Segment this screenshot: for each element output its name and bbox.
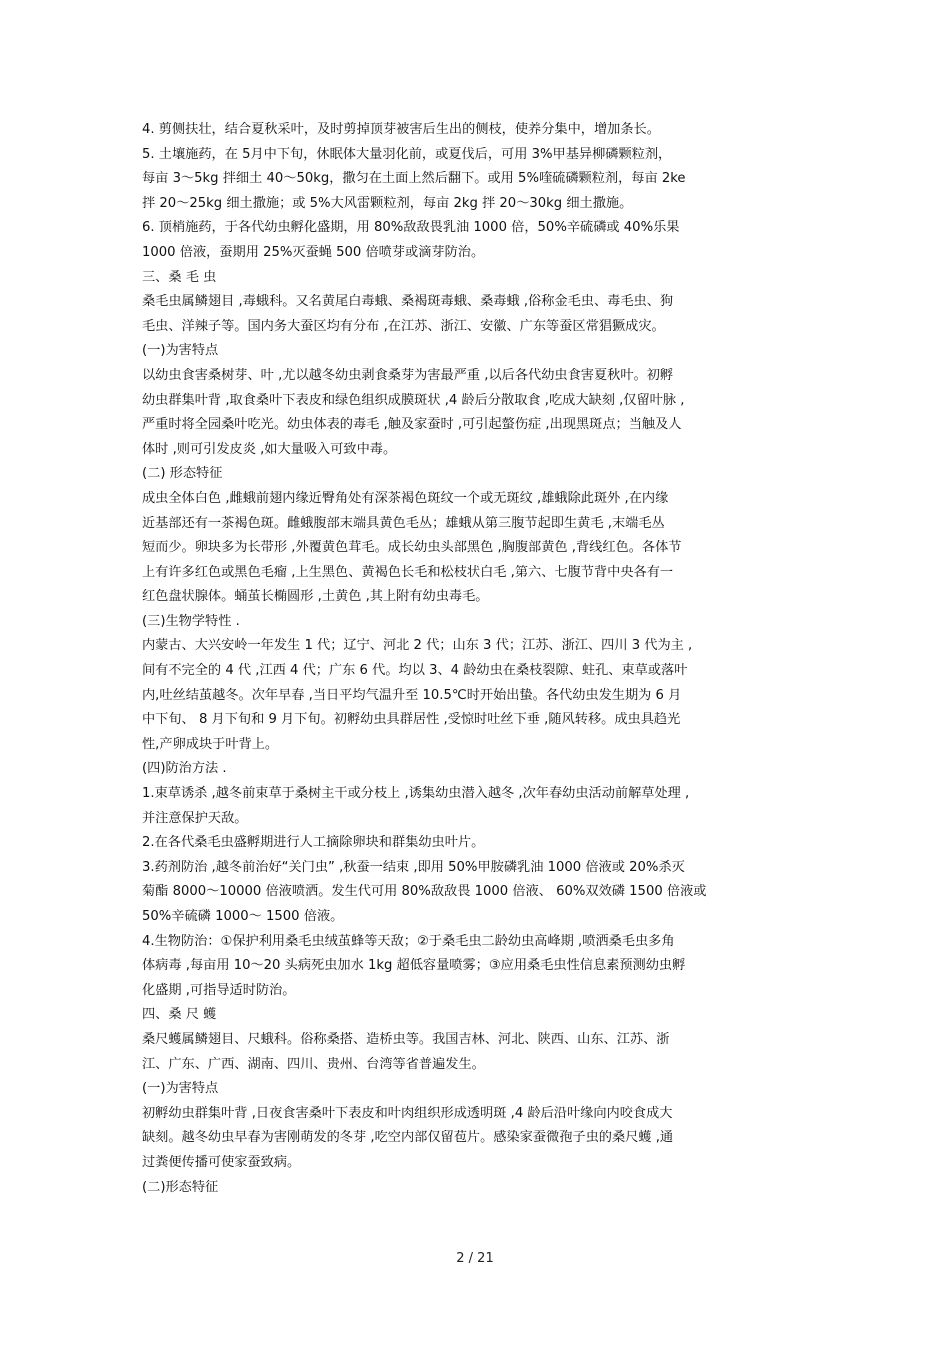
text-line: 红色盘状腺体。蛹茧长椭圆形 ,土黄色 ,其上附有幼虫毒毛。 xyxy=(142,589,489,605)
text-line: (三)生物学特性 . xyxy=(142,613,240,629)
text-line: 每亩 3～5kg 拌细土 40～50kg，撒匀在土面上然后翻下。或用 5%喹硫磷颗粒剂，每亩 2ke xyxy=(142,171,686,187)
document-body xyxy=(142,118,814,1200)
text-line: 严重时将全园桑叶吃光。幼虫体表的毒毛 ,触及家蚕时 ,可引起螫伤症 ,出现黑斑点；当触及人 xyxy=(142,417,682,433)
text-line: 1.束草诱杀 ,越冬前束草于桑树主干或分枝上 ,诱集幼虫潜入越冬 ,次年春幼虫活动前解草处理 , xyxy=(142,786,690,802)
text-line: 成虫全体白色 ,雌蛾前翅内缘近臀角处有深茶褐色斑纹一个或无斑纹 ,雄蛾除此斑外 ,在内缘 xyxy=(142,490,669,506)
text-line: 4.生物防治：①保护利用桑毛虫绒茧蜂等天敌；②于桑毛虫二龄幼虫高峰期 ,喷洒桑毛虫多角 xyxy=(142,933,675,949)
text-line: 幼虫群集叶背 ,取食桑叶下表皮和绿色组织成膜斑状 ,4 龄后分散取食 ,吃成大缺刻 ,仅留叶脉 , xyxy=(142,392,685,408)
text-line: 桑毛虫属鳞翅目 ,毒蛾科。又名黄尾白毒蛾、桑褐斑毒蛾、桑毒蛾 ,俗称金毛虫、毒毛虫、狗 xyxy=(142,294,674,310)
text-line: 内蒙古、大兴安岭一年发生 1 代；辽宁、河北 2 代；山东 3 代；江苏、浙江、四川 3 代为主 , xyxy=(142,638,693,654)
text-line: 6. 顶梢施药，于各代幼虫孵化盛期，用 80%敌敌畏乳油 1000 倍，50%辛硫磷或 40%乐果 xyxy=(142,220,680,236)
text-line: 初孵幼虫群集叶背 ,日夜食害桑叶下表皮和叶肉组织形成透明斑 ,4 龄后沿叶缘向内咬食成大 xyxy=(142,1105,673,1121)
text-line: 体病毒 ,每亩用 10～20 头病死虫加水 1kg 超低容量喷雾；③应用桑毛虫性信息素预测幼虫孵 xyxy=(142,958,686,974)
text-line: 桑尺蠖属鳞翅目、尺蛾科。俗称桑搭、造桥虫等。我国吉林、河北、陕西、山东、江苏、浙 xyxy=(142,1031,670,1047)
text-line: 性,产卵成块于叶背上。 xyxy=(142,736,279,752)
text-line: (二) 形态特征 xyxy=(142,466,223,482)
text-line: 短而少。卵块多为长带形 ,外覆黄色茸毛。成长幼虫头部黑色 ,胸腹部黄色 ,背线红色。各体节 xyxy=(142,540,682,556)
text-line: 4. 剪侧扶壮，结合夏秋采叶，及时剪掉顶芽被害后生出的侧枝，使养分集中，增加条长。 xyxy=(142,122,660,137)
text-line: 50%辛硫磷 1000～ 1500 倍液。 xyxy=(142,909,344,924)
page-number: 2 / 21 xyxy=(456,1251,494,1266)
text-line: 3.药剂防治 ,越冬前治好“关门虫” ,秋蚕一结束 ,即用 50%甲胺磷乳油 1000 倍液或 20%杀灭 xyxy=(142,859,685,875)
text-line: 近基部还有一茶褐色斑。雌蛾腹部末端具黄色毛丛；雄蛾从第三腹节起即生黄毛 ,末端毛丛 xyxy=(142,515,665,531)
text-line: 缺刻。越冬幼虫早春为害刚萌发的冬芽 ,吃空内部仅留苞片。感染家蚕微孢子虫的桑尺蠖 ,通 xyxy=(142,1130,674,1146)
text-line: 菊酯 8000～10000 倍液喷洒。发生代可用 80%敌敌畏 1000 倍液、 60%双效磷 1500 倍液或 xyxy=(142,884,707,900)
text-line: 化盛期 ,可指导适时防治。 xyxy=(142,982,296,998)
text-line: 1000 倍液，蚕期用 25%灭蚕蝇 500 倍喷芽或滴芽防治。 xyxy=(142,244,485,260)
text-line: 江、广东、广西、湖南、四川、贵州、台湾等省普遍发生。 xyxy=(142,1056,485,1072)
text-line: 体时 ,则可引发皮炎 ,如大量吸入可致中毒。 xyxy=(142,441,397,457)
text-line: 5. 土壤施药，在 5月中下旬，休眠体大量羽化前，或夏伐后，可用 3%甲基异柳磷颗粒剂， xyxy=(142,146,672,162)
text-line: (二)形态特征 xyxy=(142,1179,219,1195)
text-line: 拌 20～25kg 细土撒施；或 5%大风雷颗粒剂，每亩 2kg 拌 20～30kg 细土撒施。 xyxy=(142,195,633,211)
text-line: 毛虫、洋辣子等。国内务大蚕区均有分布 ,在江苏、浙江、安徽、广东等蚕区常猖獗成灾。 xyxy=(142,318,665,334)
text-line: 过粪便传播可使家蚕致病。 xyxy=(142,1154,301,1170)
text-line: (四)防治方法 . xyxy=(142,761,227,777)
text-line: 四、桑 尺 蠖 xyxy=(142,1007,217,1023)
text-line: (一)为害特点 xyxy=(142,343,219,359)
text-line: 间有不完全的 4 代 ,江西 4 代；广东 6 代。均以 3、4 龄幼虫在桑枝裂隙、蛀孔、束草或落叶 xyxy=(142,663,688,679)
text-line: 内,吐丝结茧越冬。次年早春 ,当日平均气温升至 10.5℃时开始出蛰。各代幼虫发生期为 6 月 xyxy=(142,687,682,703)
text-line: 中下旬、 8 月下旬和 9 月下旬。初孵幼虫具群居性 ,受惊时吐丝下垂 ,随风转移。成虫具趋光 xyxy=(142,712,681,728)
text-line: 三、桑 毛 虫 xyxy=(142,269,217,285)
text-line: 上有许多红色或黑色毛瘤 ,上生黑色、黄褐色长毛和松枝状白毛 ,第六、七腹节背中央各有一 xyxy=(142,564,674,580)
text-line: 以幼虫食害桑树芽、叶 ,尤以越冬幼虫剥食桑芽为害最严重 ,以后各代幼虫食害夏秋叶。初孵 xyxy=(142,367,674,383)
text-line: 并注意保护天敌。 xyxy=(142,810,248,826)
text-line: (一)为害特点 xyxy=(142,1081,219,1097)
text-line: 2.在各代桑毛虫盛孵期进行人工摘除卵块和群集幼虫叶片。 xyxy=(142,835,485,851)
